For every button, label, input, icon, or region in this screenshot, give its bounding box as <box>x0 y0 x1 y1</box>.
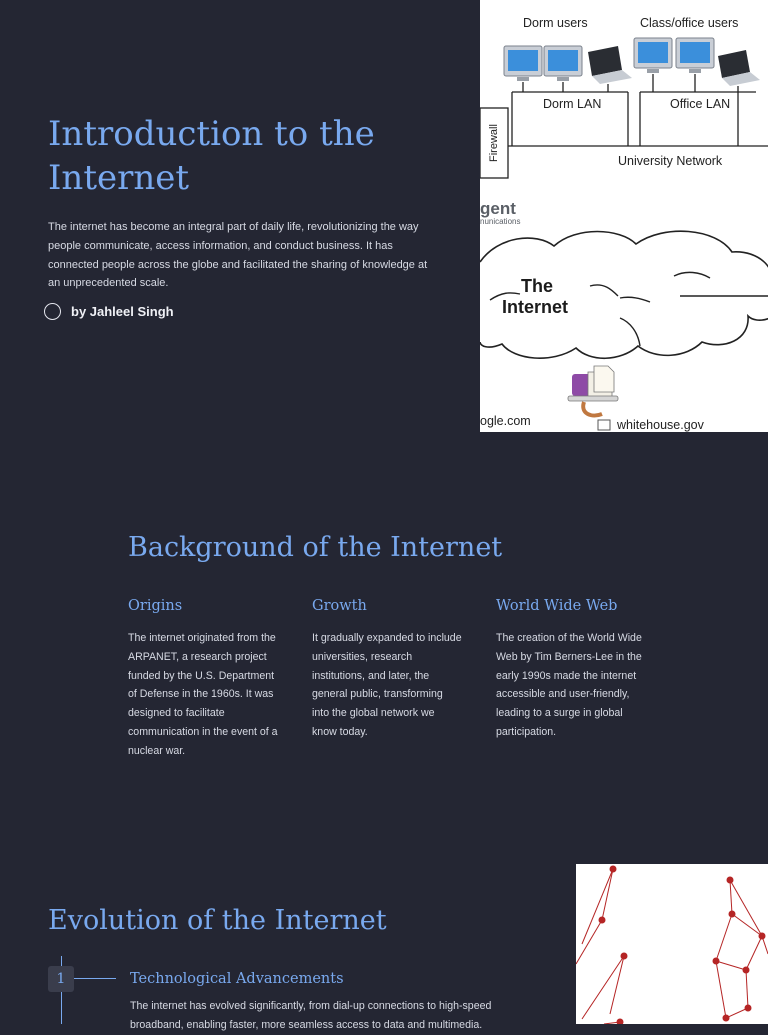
brand-text: gent <box>480 199 516 218</box>
world-wide-web-column <box>496 596 646 742</box>
column-heading: Origins <box>128 598 183 614</box>
column-heading: Growth <box>312 598 367 614</box>
cloud-line-2: Internet <box>502 297 569 317</box>
cloud-line-1: The <box>521 276 554 296</box>
firewall-label: Firewall <box>488 124 500 162</box>
laptop-icon <box>588 46 632 84</box>
university-network-label: University Network <box>618 154 723 168</box>
site-right-label: whitehouse.gov <box>617 418 704 432</box>
column-text: It gradually expanded to include universities, research institutions, and later, the general public, transforming into the global network we know today. <box>312 632 462 738</box>
column-text: The creation of the World Wide Web by Tim Berners-Lee in the early 1990s made the internet accessible and user-friendly, leading to a surge in global participation. <box>496 632 642 738</box>
timeline-step-badge: 1 <box>48 966 74 992</box>
monitor-icon <box>504 46 542 81</box>
author-name: by Jahleel Singh <box>71 304 174 319</box>
column-heading: World Wide Web <box>496 598 618 614</box>
brand-subtext: nunications <box>480 217 521 226</box>
growth-column <box>312 596 462 742</box>
network-edges <box>576 869 768 1024</box>
site-left-label: ogle.com <box>480 414 531 428</box>
monitor-icon <box>676 38 714 73</box>
column-text: The internet originated from the ARPANET, a research project funded by the U.S. Department of Defense in the 1960s. It was designed to facilitate communication in the event of a nuclear war. <box>128 632 278 757</box>
origins-column <box>128 596 278 761</box>
timeline-connector <box>74 978 116 979</box>
network-graph-image <box>576 864 768 1024</box>
monitor-icon <box>544 46 582 81</box>
office-lan-label: Office LAN <box>670 97 731 111</box>
class-users-label: Class/office users <box>640 16 739 30</box>
hero-description: The internet has become an integral part of daily life, revolutionizing the way people communicate, access information, and conduct business. It has connected people across the globe and facilitated the sharing of knowledge at an unprecedented scale. <box>48 221 428 290</box>
file-server-icon <box>568 366 618 430</box>
evolution-title: Evolution of the Internet <box>48 905 387 936</box>
author-byline <box>44 303 174 320</box>
laptop-icon <box>718 50 760 86</box>
timeline-step-text: The internet has evolved significantly, from dial-up connections to high-speed broadband, enabling faster, more seamless access to data and multimedia. <box>130 1000 492 1031</box>
hero-title: Introduction to the Internet <box>48 114 375 198</box>
timeline-step-heading: Technological Advancements <box>130 971 344 987</box>
dorm-users-label: Dorm users <box>523 16 588 30</box>
dorm-lan-label: Dorm LAN <box>543 97 602 111</box>
avatar <box>44 303 61 320</box>
network-nodes <box>599 866 766 1025</box>
network-diagram-image <box>480 0 768 432</box>
monitor-icon <box>634 38 672 73</box>
background-title: Background of the Internet <box>128 532 503 563</box>
